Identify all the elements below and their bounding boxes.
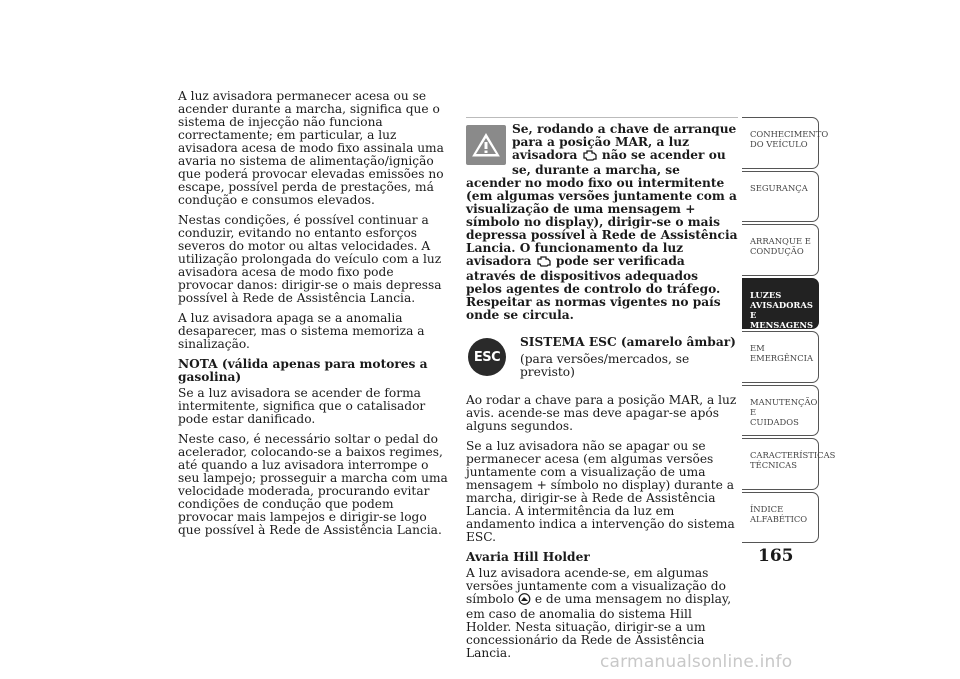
tab-label: ÍNDICE ALFABÉTICO	[750, 503, 808, 524]
paragraph: A luz avisadora permanecer acesa ou se acender durante a marcha, significa que o sistema de injecção não funciona correctamente; em particular, a luz avisadora acesa de modo fixo assinala uma avaria no sistema de alimentação/ignição que poderá provocar elevadas emissões no escape, possível perda de prestações, má condução e consumos elevados.	[178, 89, 444, 207]
warning-text-c: pode ser verificada através de dispositivos adequados pelos agentes de controlo do tráfego. Respeitar as normas vigentes no país onde se circula.	[466, 254, 721, 322]
tab-manutencao[interactable]	[742, 385, 819, 437]
chapter-tabs	[742, 117, 836, 545]
paragraph	[466, 567, 738, 660]
warning-text-b: não se acender ou se, durante a marcha, se acender no modo fixo ou intermitente (em algumas versões juntamente com a visualização de uma mensagem + símbolo no display), dirigir-se o mais depressa possível à Rede de Assistência Lancia. O funcionamento da luz avisadora	[466, 148, 738, 268]
paragraph: Nestas condições, é possível continuar a conduzir, evitando no entanto esforços severos do motor ou altas velocidades. A utilização prolongada do veículo com a luz avisadora acesa de modo fixo pode provocar danos: dirigir-se o mais depressa possível à Rede de Assistência Lancia.	[178, 213, 442, 305]
paragraph: Ao rodar a chave para a posição MAR, a luz avis. acende-se mas deve apagar-se após alguns segundos.	[466, 393, 737, 433]
right-column	[466, 123, 738, 667]
tab-label: CONHECIMENTO DO VEÍCULO	[750, 129, 829, 149]
warning-triangle-icon	[466, 125, 506, 165]
tab-label: SEGURANÇA	[750, 182, 808, 193]
tab-arranque[interactable]	[742, 224, 819, 276]
warning-block	[466, 123, 738, 322]
tab-luzes-avisadoras[interactable]	[742, 278, 819, 330]
paragraph: A luz avisadora apaga se a anomalia desaparecer, mas o sistema memoriza a sinalização.	[178, 311, 425, 351]
tab-emergencia[interactable]	[742, 331, 819, 383]
tab-label: MANUTENÇÃO E CUIDADOS	[750, 396, 818, 427]
tab-caracteristicas[interactable]	[742, 438, 836, 490]
tab-indice[interactable]	[742, 492, 819, 544]
tab-seguranca[interactable]	[742, 171, 819, 223]
esc-section-header	[466, 336, 738, 382]
esc-icon	[468, 338, 506, 376]
hill-holder-heading: Avaria Hill Holder	[466, 550, 590, 564]
tab-label: CARACTERÍSTICAS TÉCNICAS	[750, 450, 836, 470]
tab-label: ARRANQUE E CONDUÇÃO	[750, 236, 811, 256]
engine-check-icon	[582, 150, 598, 164]
warning-text-a: Se, rodando a chave de arranque para a posição MAR, a luz avisadora	[512, 122, 737, 162]
tab-label: EM EMERGÊNCIA	[750, 343, 814, 363]
tab-label: LUZES AVISADORAS E MENSAGENS	[750, 289, 814, 330]
note-heading: NOTA (válida apenas para motores a gasolina)	[178, 357, 428, 384]
divider	[466, 117, 738, 118]
esc-title: SISTEMA ESC (amarelo âmbar)	[520, 335, 736, 349]
esc-icon-label: ESC	[473, 349, 501, 365]
engine-check-icon	[536, 256, 552, 270]
paragraph: Neste caso, é necessário soltar o pedal do acelerador, colocando-se a baixos regimes, até quando a luz avisadora interrompe o seu lampejo; prosseguir a marcha com uma velocidade moderada, procurando evitar condições de condução que podem provocar mais lampejos e dirigir-se logo que possível à Rede de Assistência Lancia.	[178, 432, 448, 537]
paragraph: Se a luz avisadora se acender de forma intermitente, significa que o catalisador pode estar danificado.	[178, 386, 426, 426]
hill-text-b: e de uma mensagem no display, em caso de anomalia do sistema Hill Holder. Nesta situação, dirigir-se a um concessionário da Rede de Assistência Lancia.	[466, 592, 732, 660]
esc-subtitle: (para versões/mercados, se previsto)	[520, 352, 690, 379]
paragraph: Se a luz avisadora não se apagar ou se permanecer acesa (em algumas versões juntamente com a visualização de uma mensagem + símbolo no display) durante a marcha, dirigir-se à Rede de Assistência Lancia. A intermitência da luz em andamento indica a intervenção do sistema ESC.	[466, 439, 735, 544]
tab-conhecimento[interactable]	[742, 117, 829, 169]
hill-text-a: A luz avisadora acende-se, em algumas versões juntamente com a visualização do símbolo	[466, 566, 726, 606]
left-column	[178, 90, 450, 544]
hill-holder-icon	[518, 593, 531, 608]
page-number: 165	[758, 546, 794, 566]
watermark: carmanualsonline.info	[600, 652, 793, 672]
